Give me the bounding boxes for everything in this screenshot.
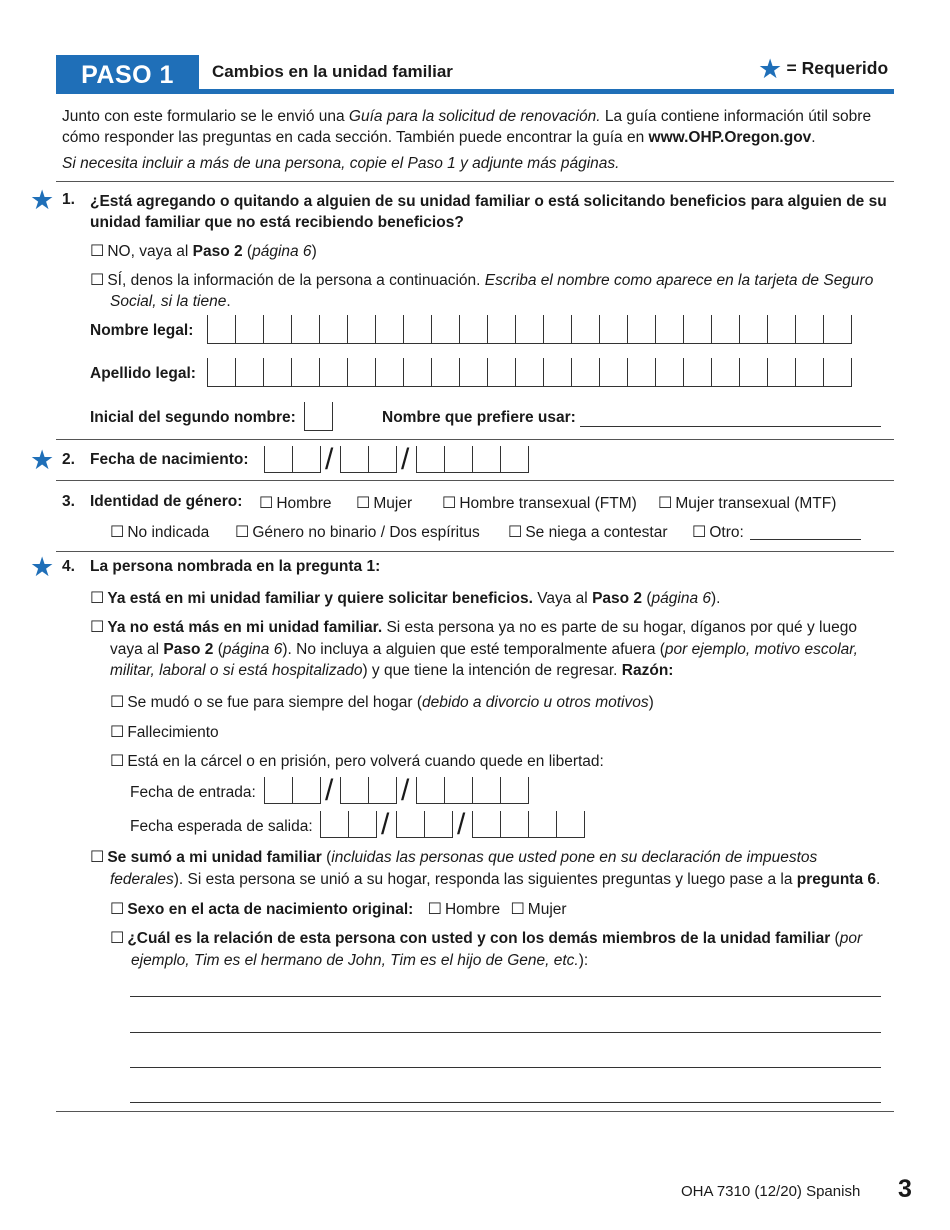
- char-box[interactable]: [557, 811, 585, 837]
- checkbox[interactable]: [90, 241, 107, 261]
- dob-day-boxes[interactable]: [340, 446, 397, 473]
- sex-option-mujer[interactable]: [510, 899, 527, 919]
- char-box[interactable]: [376, 315, 404, 343]
- relationship-line[interactable]: [130, 996, 881, 997]
- required-star-icon: ★: [30, 185, 55, 215]
- char-box[interactable]: [544, 315, 572, 343]
- reason-death[interactable]: ☐Fallecimiento: [110, 722, 219, 742]
- q4-option-already-in[interactable]: ☐Ya está en mi unidad familiar y quiere solicitar beneficios. Vaya al Paso 2 (página 6).: [90, 588, 720, 608]
- intro-paragraph: Junto con este formulario se le envió una Guía para la solicitud de renovación. La guía contiene información útil sobre cómo responder las preguntas en cada sección. También puede encontrar la guía en www.OHP.Oregon.gov.: [62, 108, 872, 146]
- gender-label: Identidad de género:: [90, 493, 243, 510]
- char-box[interactable]: [628, 358, 656, 386]
- char-box[interactable]: [404, 315, 432, 343]
- char-box[interactable]: [501, 446, 529, 472]
- char-box[interactable]: [264, 315, 292, 343]
- date-separator: /: [325, 443, 334, 476]
- char-box[interactable]: [341, 446, 369, 472]
- char-box[interactable]: [208, 315, 236, 343]
- char-box[interactable]: [572, 358, 600, 386]
- checkbox[interactable]: [90, 270, 107, 291]
- char-box[interactable]: [320, 315, 348, 343]
- middle-initial-box[interactable]: [304, 402, 333, 431]
- divider: [56, 439, 894, 440]
- dob-label: Fecha de nacimiento:: [90, 451, 249, 468]
- step-badge: [56, 55, 199, 91]
- reason-jail[interactable]: ☐Está en la cárcel o en prisión, pero volverá cuando quede en libertad:: [110, 751, 604, 771]
- sex-at-birth-row: ☐Sexo en el acta de nacimiento original: ☐ Hombre ☐ Mujer: [110, 899, 567, 919]
- char-box[interactable]: [516, 358, 544, 386]
- relationship-line[interactable]: [130, 1032, 881, 1033]
- legal-first-name-boxes[interactable]: [207, 315, 852, 344]
- char-box[interactable]: [208, 358, 236, 386]
- q2-number: 2.: [62, 451, 75, 468]
- char-box[interactable]: [348, 358, 376, 386]
- char-box[interactable]: [292, 315, 320, 343]
- char-box[interactable]: [740, 358, 768, 386]
- gender-other-input[interactable]: [750, 539, 861, 540]
- char-box[interactable]: [796, 315, 824, 343]
- char-box[interactable]: [305, 402, 333, 430]
- char-box[interactable]: [369, 777, 397, 803]
- char-box[interactable]: [600, 358, 628, 386]
- date-separator: /: [381, 808, 390, 841]
- date-separator: /: [401, 774, 410, 807]
- char-box[interactable]: [740, 315, 768, 343]
- gender-option-no-binario[interactable]: ☐ Género no binario / Dos espíritus: [235, 522, 480, 542]
- q4-option-no-longer[interactable]: ☐Ya no está más en mi unidad familiar. Si esta persona ya no es parte de su hogar, díganos por qué y luego vaya al Paso 2 (página 6). No incluya a alguien que esté temporalmente afuera (por ejemplo, motivo escolar, militar, laboral o si está hospitalizado) y que tiene la intención de regresar. Razón:: [90, 617, 858, 682]
- step-label: PASO 1: [81, 61, 174, 89]
- required-star-icon: ★: [30, 552, 55, 582]
- char-box[interactable]: [600, 315, 628, 343]
- char-box[interactable]: [488, 358, 516, 386]
- q1-question: ¿Está agregando o quitando a alguien de su unidad familiar o está solicitando beneficios para alguien de su unidad familiar que no está recibiendo beneficios?: [90, 193, 887, 231]
- char-box[interactable]: [768, 315, 796, 343]
- char-box[interactable]: [265, 777, 293, 803]
- gender-option-ftm[interactable]: ☐ Hombre transexual (FTM): [442, 493, 637, 513]
- char-box[interactable]: [824, 358, 852, 386]
- char-box[interactable]: [529, 811, 557, 837]
- char-box[interactable]: [824, 315, 852, 343]
- gender-option-se-niega[interactable]: ☐ Se niega a contestar: [508, 522, 668, 542]
- char-box[interactable]: [473, 777, 501, 803]
- char-box[interactable]: [460, 315, 488, 343]
- char-box[interactable]: [656, 358, 684, 386]
- char-box[interactable]: [516, 315, 544, 343]
- entry-year-boxes[interactable]: [416, 777, 529, 804]
- char-box[interactable]: [349, 811, 377, 837]
- divider: [56, 551, 894, 552]
- char-box[interactable]: [432, 358, 460, 386]
- char-box[interactable]: [292, 358, 320, 386]
- page-number: 3: [898, 1175, 912, 1203]
- gender-option-no-indicada[interactable]: ☐No indicada: [110, 522, 209, 542]
- char-box[interactable]: [796, 358, 824, 386]
- legal-last-name-label: Apellido legal:: [90, 365, 196, 382]
- q4-title: La persona nombrada en la pregunta 1:: [90, 558, 381, 575]
- q1-number: 1.: [62, 191, 75, 208]
- char-box[interactable]: [293, 446, 321, 472]
- required-legend: ★ = Requerido: [758, 54, 889, 84]
- divider: [56, 181, 894, 182]
- char-box[interactable]: [236, 358, 264, 386]
- intro-note: Si necesita incluir a más de una persona, copie el Paso 1 y adjunte más páginas.: [62, 155, 620, 172]
- divider: [56, 480, 894, 481]
- char-box[interactable]: [488, 315, 516, 343]
- reason-moved[interactable]: ☐Se mudó o se fue para siempre del hogar (debido a divorcio u otros motivos): [110, 692, 654, 712]
- gender-option-hombre[interactable]: ☐ Hombre: [259, 493, 331, 513]
- char-box[interactable]: [320, 358, 348, 386]
- char-box[interactable]: [425, 811, 453, 837]
- entry-date-label: Fecha de entrada:: [130, 784, 256, 801]
- char-box[interactable]: [572, 315, 600, 343]
- dob-month-boxes[interactable]: [264, 446, 321, 473]
- char-box[interactable]: [376, 358, 404, 386]
- preferred-name-input[interactable]: [580, 426, 881, 427]
- char-box[interactable]: [369, 446, 397, 472]
- char-box[interactable]: [397, 811, 425, 837]
- legal-last-name-boxes[interactable]: [207, 358, 852, 387]
- divider: [56, 1111, 894, 1112]
- char-box[interactable]: [501, 811, 529, 837]
- relationship-line[interactable]: [130, 1067, 881, 1068]
- char-box[interactable]: [473, 446, 501, 472]
- char-box[interactable]: [712, 358, 740, 386]
- char-box[interactable]: [417, 777, 445, 803]
- required-star-icon: ★: [30, 445, 55, 475]
- star-icon: ★: [758, 54, 783, 84]
- q4-option-joined[interactable]: ☐Se sumó a mi unidad familiar (incluidas las personas que usted pone en su declaración de impuestos federales). Si esta persona se unió a su hogar, responda las siguientes preguntas y luego pase a la pregunta 6.: [90, 847, 880, 890]
- relationship-question[interactable]: ☐¿Cuál es la relación de esta persona con usted y con los demás miembros de la unidad familiar (por ejemplo, Tim es el hermano de John, Tim es el hijo de Gene, etc.):: [110, 928, 862, 971]
- relationship-line[interactable]: [130, 1102, 881, 1103]
- char-box[interactable]: [404, 358, 432, 386]
- header-rule: [56, 89, 894, 94]
- char-box[interactable]: [544, 358, 572, 386]
- q3-number: 3.: [62, 493, 75, 510]
- char-box[interactable]: [712, 315, 740, 343]
- exit-year-boxes[interactable]: [472, 811, 585, 838]
- char-box[interactable]: [656, 315, 684, 343]
- preferred-name-label: Nombre que prefiere usar:: [382, 409, 576, 426]
- char-box[interactable]: [628, 315, 656, 343]
- middle-initial-label: Inicial del segundo nombre:: [90, 409, 296, 426]
- char-box[interactable]: [348, 315, 376, 343]
- char-box[interactable]: [684, 315, 712, 343]
- form-id: OHA 7310 (12/20) Spanish: [681, 1183, 861, 1200]
- exit-date-label: Fecha esperada de salida:: [130, 818, 313, 835]
- char-box[interactable]: [684, 358, 712, 386]
- date-separator: /: [401, 443, 410, 476]
- char-box[interactable]: [321, 811, 349, 837]
- date-separator: /: [325, 774, 334, 807]
- char-box[interactable]: [265, 446, 293, 472]
- gender-option-otro[interactable]: ☐ Otro:: [692, 522, 744, 542]
- char-box[interactable]: [264, 358, 292, 386]
- char-box[interactable]: [341, 777, 369, 803]
- q1-option-si[interactable]: ☐SÍ, denos la información de la persona a continuación. Escriba el nombre como aparece en la tarjeta de Seguro Social, si la tiene.: [90, 270, 873, 312]
- char-box[interactable]: [445, 777, 473, 803]
- date-separator: /: [457, 808, 466, 841]
- dob-year-boxes[interactable]: [416, 446, 529, 473]
- guide-url: www.OHP.Oregon.gov: [648, 129, 812, 146]
- q1-option-no[interactable]: ☐NO, vaya al Paso 2 (página 6): [90, 241, 317, 261]
- gender-option-mujer[interactable]: ☐ Mujer: [356, 493, 412, 513]
- char-box[interactable]: [432, 315, 460, 343]
- char-box[interactable]: [473, 811, 501, 837]
- char-box[interactable]: [768, 358, 796, 386]
- char-box[interactable]: [445, 446, 473, 472]
- exit-day-boxes[interactable]: [396, 811, 453, 838]
- char-box[interactable]: [417, 446, 445, 472]
- sex-option-hombre[interactable]: [428, 899, 445, 919]
- gender-option-mtf[interactable]: ☐ Mujer transexual (MTF): [658, 493, 836, 513]
- entry-day-boxes[interactable]: [340, 777, 397, 804]
- section-title: Cambios en la unidad familiar: [212, 62, 453, 81]
- char-box[interactable]: [460, 358, 488, 386]
- char-box[interactable]: [236, 315, 264, 343]
- entry-month-boxes[interactable]: [264, 777, 321, 804]
- legal-first-name-label: Nombre legal:: [90, 322, 194, 339]
- char-box[interactable]: [293, 777, 321, 803]
- q4-number: 4.: [62, 558, 75, 575]
- exit-month-boxes[interactable]: [320, 811, 377, 838]
- char-box[interactable]: [501, 777, 529, 803]
